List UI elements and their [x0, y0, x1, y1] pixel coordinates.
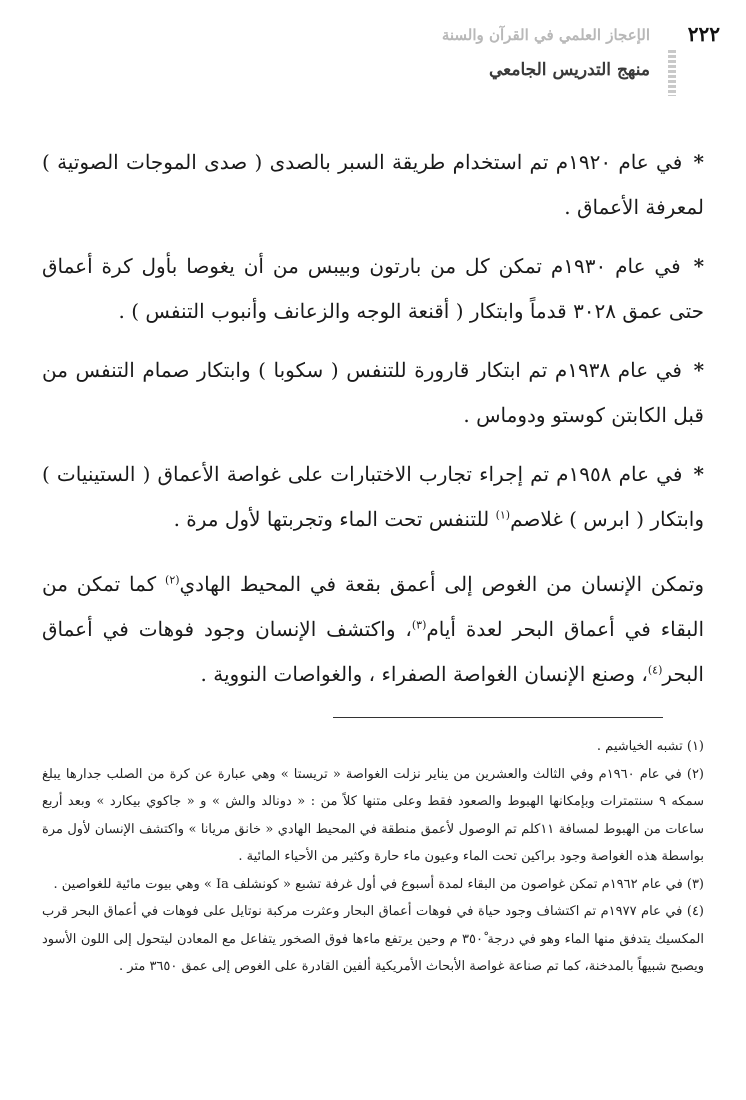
- closing-text-4: ، وصنع الإنسان الغواصة الصفراء ، والغواصات النووية .: [200, 662, 648, 686]
- page-number: ٢٢٢: [687, 22, 720, 46]
- footnote-ref-3[interactable]: (٣): [411, 618, 427, 632]
- footnotes: [42, 733, 704, 981]
- paragraph-closing: [42, 562, 704, 697]
- running-head-book-title: الإعجاز العلمي في القرآن والسنة: [441, 26, 650, 44]
- footnote-ref-4[interactable]: (٤): [647, 663, 663, 677]
- paragraph-1938: [42, 348, 704, 438]
- paragraph-text: في عام ١٩٢٠م تم استخدام طريقة السبر بالصدى ( صدى الموجات الصوتية ) لمعرفة الأعماق .: [42, 150, 704, 219]
- footnote-ref-2[interactable]: (٢): [165, 573, 180, 587]
- footnote-4: (٤) في عام ١٩٧٧م تم اكتشاف وجود حياة في فوهات أعماق البحار وعثرت مركبة نوتايل على فوهات في أعماق البحر قرب المكسيك يتدفق منها الماء وهو في درجة ٣٥٠ْ م وحين يرتفع ماءها فوق الصخور يتفاعل مع المعادن ليتحول إلى اللون الأسود ويصبح شبيهاً بالمدخنة، كما تم صناعة غواصة الأبحاث الأمريكية ألفين القادرة على الغوص إلى عمق ٣٦٥٠ متر .: [42, 904, 704, 974]
- footnote-ref-1[interactable]: (١): [495, 508, 511, 522]
- bullet-star: *: [693, 150, 704, 174]
- running-head-section-title: منهج التدريس الجامعي: [489, 60, 650, 80]
- paragraph-text-cont: للتنفس تحت الماء وتجربتها لأول مرة .: [173, 507, 496, 531]
- paragraph-1930: [42, 244, 704, 334]
- closing-text-3: ، واكتشف الإنسان وجود فوهات في أعماق البحر: [42, 617, 704, 686]
- bullet-star: *: [693, 462, 705, 486]
- paragraph-1920: [42, 140, 704, 230]
- footnote-2: (٢) في عام ١٩٦٠م وفي الثالث والعشرين من يناير نزلت الغواصة « تريستا » وهي عبارة عن كرة من الصلب جدارها يبلغ سمكه ٩ سنتمترات وبإمكانها الهبوط والصعود فقط وعلى متنها كلاً من : « دونالد والش » و « جاكوي بيكارد » وبعد أربع ساعات من الهبوط لمسافة ١١كلم تم الوصول لأعمق منطقة في المحيط الهادي « خانق مريانا » واكتشف الإنسان لأول مرة بواسطة هذه الغواصة وجود براكين تحت الماء وعيون ماء حارة وكثير من الأحياء المائية .: [42, 766, 704, 864]
- footnote-3: (٣) في عام ١٩٦٢م تمكن غواصون من البقاء لمدة أسبوع في أول غرفة تشبع « كونشلف Ia » وهي بيوت مائية للغواصين .: [53, 876, 704, 892]
- footnote-1: (١) تشبه الخياشيم .: [596, 739, 704, 754]
- paragraph-text: في عام ١٩٣٨م تم ابتكار قارورة للتنفس ( سكوبا ) وابتكار صمام التنفس من قبل الكابتن كوستو ودوماس .: [42, 358, 704, 427]
- paragraph-text: في عام ١٩٥٨م تم إجراء تجارب الاختبارات على غواصة الأعماق ( الستينيات ) وابتكار ( ابرس ) غلاصم: [42, 462, 704, 531]
- closing-text-1: وتمكن الإنسان من الغوص إلى أعمق بقعة في المحيط الهادي: [179, 572, 704, 596]
- footnote-separator: [333, 717, 663, 718]
- bullet-star: *: [693, 254, 705, 278]
- main-text: [42, 140, 704, 711]
- paragraph-1958: [42, 452, 704, 542]
- bullet-star: *: [693, 358, 705, 382]
- paragraph-text: في عام ١٩٣٠م تمكن كل من بارتون وبيبس من أن يغوصا بأول كرة أعماق حتى عمق ٣٠٢٨ قدماً وابتكار ( أقنعة الوجه والزعانف وأنبوب التنفس ) .: [42, 254, 704, 323]
- closing-text-2: كما تمكن من البقاء في أعماق البحر لعدة أيام: [42, 572, 704, 641]
- header-ornament: [668, 50, 676, 96]
